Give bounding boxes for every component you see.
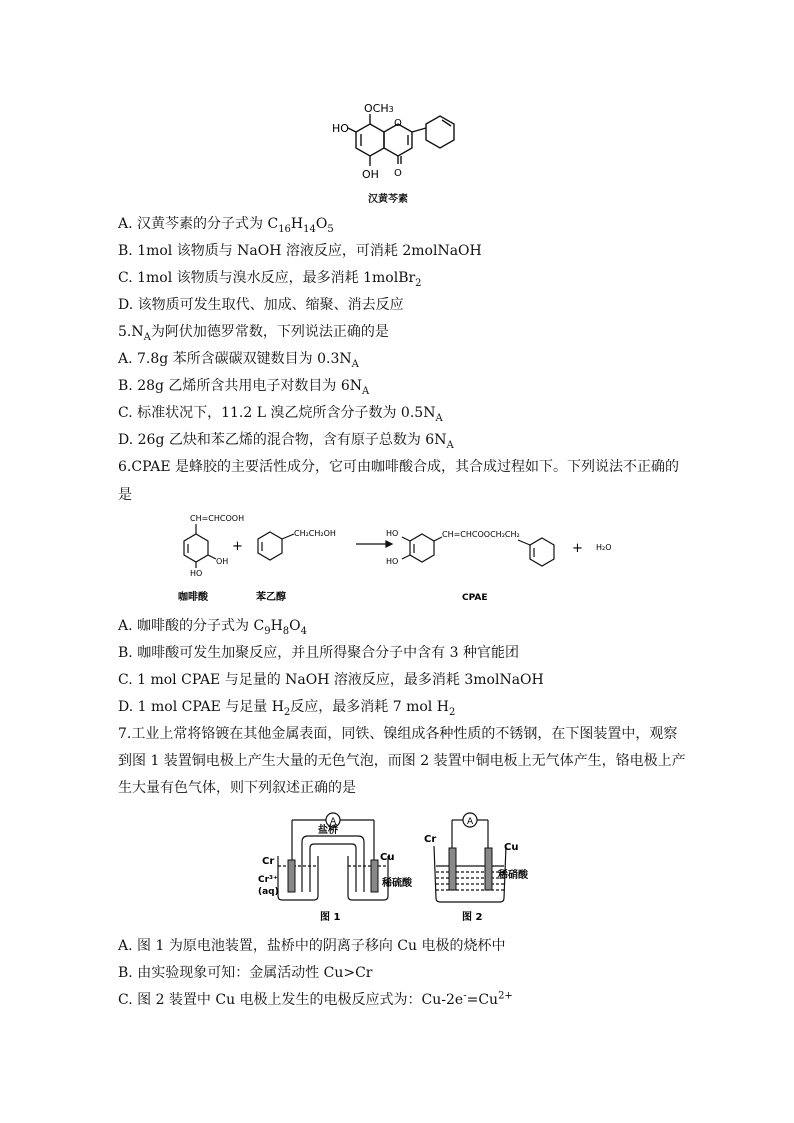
q4-option-c: C. 1mol 该物质与溴水反应，最多消耗 1molBr$_2$: [118, 270, 422, 289]
fig1-aq-label: (aq): [258, 887, 279, 897]
q6-option-a: A. 咖啡酸的分子式为 $C_9H_8O_4$: [118, 618, 308, 637]
q6-stem-line1: 6.CPAE 是蜂胶的主要活性成分，它可由咖啡酸合成，其合成过程如下。下列说法不正确的: [118, 459, 679, 475]
plus-sign-1: +: [232, 539, 243, 554]
oh-label: OH: [362, 168, 379, 181]
figure-1-cell: [256, 806, 416, 928]
q5-option-d: D. 26g 乙炔和苯乙烯的混合物，含有原子总数为 $6N_A$: [118, 432, 454, 451]
q5-option-c: C. 标准状况下，11.2 L 溴乙烷所含分子数为 $0.5N_A$: [118, 405, 443, 424]
ketone-oxygen-label: O: [394, 168, 402, 179]
q4-option-d: D. 该物质可发生取代、加成、缩聚、消去反应: [118, 297, 404, 313]
q7-stem-line1: 7.工业上常将铬镀在其他金属表面，同铁、镍组成各种性质的不锈钢，在下图装置中，观察: [118, 726, 678, 742]
q7-stem-line2: 到图 1 装置铜电极上产生大量的无色气泡，而图 2 装置中铜电板上无气体产生，铬电极上产: [118, 753, 686, 769]
structure-caption: 汉黄芩素: [368, 194, 408, 205]
q4-option-a: A. 汉黄芩素的分子式为 $C_{16}H_{14}O_5$: [118, 216, 334, 235]
q7-stem-line3: 生大量有色气体，则下列叙述正确的是: [118, 780, 356, 796]
figure-2-cell: [422, 806, 552, 928]
plus-sign-2: +: [572, 541, 583, 556]
q5-option-a: A. 7.8g 苯所含碳碳双键数目为 $0.3N_A$: [118, 351, 359, 370]
fig1-cr-label: Cr: [262, 856, 275, 867]
cpae-ho-label-2: HO: [386, 557, 399, 566]
fig2-ammeter-label: A: [467, 817, 474, 827]
water-label: H₂O: [596, 543, 612, 552]
ho-label: HO: [332, 122, 349, 135]
caffeic-ho-label: HO: [190, 569, 203, 578]
q6-option-b: B. 咖啡酸可发生加聚反应，并且所得聚合分子中含有 3 种官能团: [118, 645, 519, 661]
fig1-caption: 图 1: [320, 912, 341, 923]
q7-option-a: A. 图 1 为原电池装置，盐桥中的阴离子移向 Cu 电极的烧杯中: [118, 938, 506, 954]
caffeic-acid-chain: CH=CHCOOH: [190, 514, 245, 523]
fig1-cr3-label: Cr³⁺: [258, 875, 278, 885]
cpae-ho-label-1: HO: [386, 529, 399, 538]
q6-option-c: C. 1 mol CPAE 与足量的 NaOH 溶液反应，最多消耗 3molNaOH: [118, 672, 544, 688]
fig2-caption: 图 2: [462, 912, 483, 923]
fig1-salt-bridge-label: 盐桥: [318, 825, 338, 836]
caffeic-oh-label: OH: [216, 557, 229, 566]
fig2-acid-label: 稀硝酸: [498, 870, 528, 881]
q5-stem: $5.N_A$为阿伏加德罗常数，下列说法正确的是: [118, 324, 389, 343]
q7-option-c: C. 图 2 装置中 Cu 电极上发生的电极反应式为：$Cu-2e^-=Cu^{2+}$: [118, 990, 513, 1008]
ring-oxygen-label: O: [394, 118, 402, 129]
cpae-chain: CH=CHCOOCH₂CH₂: [442, 530, 520, 539]
phenylethanol-chain: CH₂CH₂OH: [294, 529, 336, 538]
phenylethanol-caption: 苯乙醇: [256, 592, 286, 603]
fig1-cu-label: Cu: [380, 852, 395, 863]
q4-option-b: B. 1mol 该物质与 NaOH 溶液反应，可消耗 2molNaOH: [118, 243, 482, 259]
caffeic-acid-caption: 咖啡酸: [178, 592, 208, 603]
fig1-ammeter-label: A: [330, 817, 337, 827]
q6-option-d: D. 1 mol CPAE 与足量 $H_2$反应，最多消耗 7 mol $H_2$: [118, 699, 456, 718]
fig2-cr-label: Cr: [424, 834, 437, 845]
cpae-synthesis-scheme: [160, 512, 630, 604]
fig2-cu-label: Cu: [504, 842, 519, 853]
wogonin-structure: [330, 102, 470, 184]
cpae-caption: CPAE: [462, 593, 488, 603]
q5-option-b: B. 28g 乙烯所含共用电子对数目为 $6N_A$: [118, 378, 370, 397]
fig1-acid-label: 稀硫酸: [382, 878, 412, 889]
och3-label: OCH3: [364, 102, 394, 115]
q7-option-b: B. 由实验现象可知：金属活动性 Cu>Cr: [118, 965, 373, 981]
q6-stem-line2: 是: [118, 487, 132, 503]
